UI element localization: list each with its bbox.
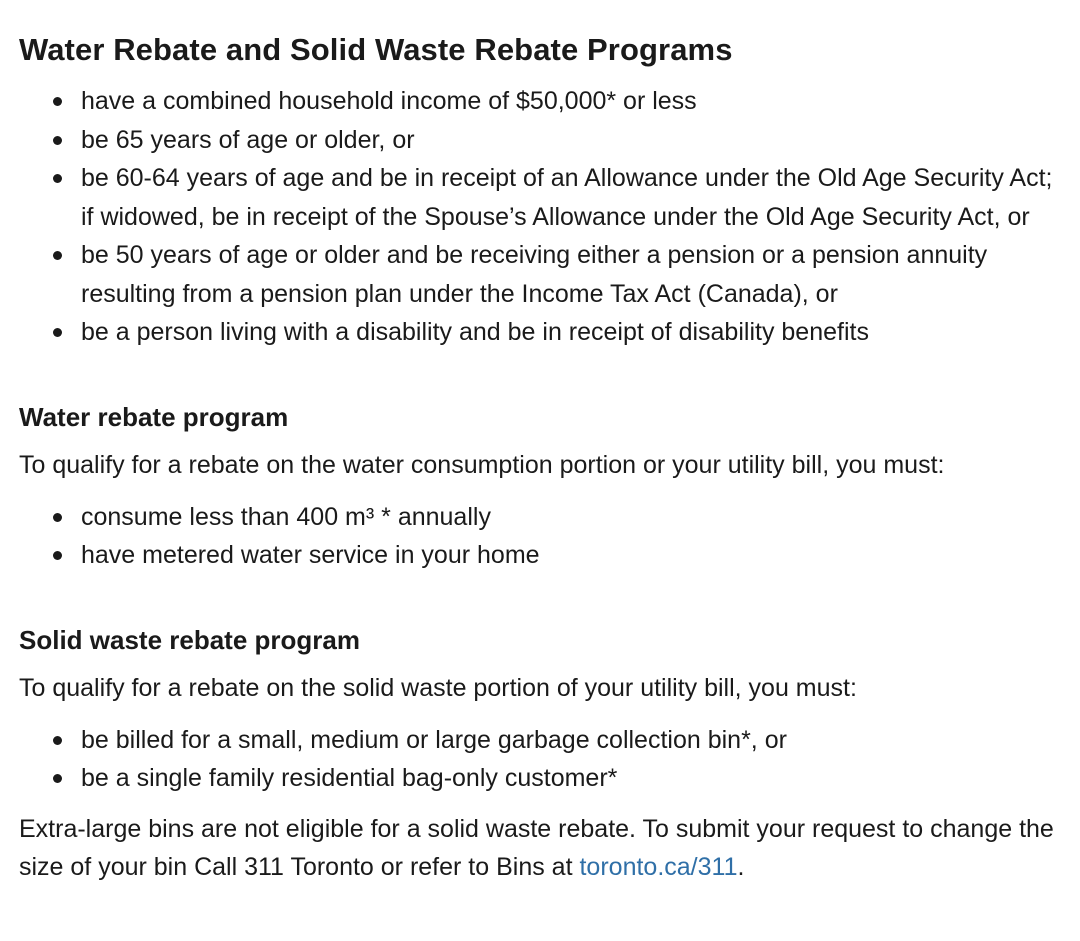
list-item: be a person living with a disability and be in receipt of disability benefits	[19, 313, 1061, 352]
water-rebate-heading: Water rebate program	[19, 401, 289, 432]
water-requirements-list	[19, 498, 1061, 575]
list-item: be a single family residential bag-only customer*	[19, 759, 1061, 798]
water-rebate-intro: To qualify for a rebate on the water consumption portion or your utility bill, you must:	[19, 450, 945, 479]
solid-waste-requirements-list	[19, 721, 1061, 798]
list-item: consume less than 400 m³ * annually	[19, 498, 1061, 537]
list-item: be 65 years of age or older, or	[19, 121, 1061, 160]
list-item: be 60-64 years of age and be in receipt of an Allowance under the Old Age Security Act; if widowed, be in receipt of the Spouse’s Allowance under the Old Age Security Act, or	[19, 159, 1061, 236]
list-item: be 50 years of age or older and be receiving either a pension or a pension annuity resulting from a pension plan under the Income Tax Act (Canada), or	[19, 236, 1061, 313]
list-item: have metered water service in your home	[19, 536, 1061, 575]
bin-size-note-end: .	[737, 852, 745, 881]
page-title: Water Rebate and Solid Waste Rebate Programs	[19, 32, 733, 67]
solid-waste-rebate-heading: Solid waste rebate program	[19, 624, 360, 655]
bin-size-note	[19, 810, 1061, 886]
solid-waste-rebate-intro: To qualify for a rebate on the solid waste portion of your utility bill, you must:	[19, 673, 857, 702]
list-item: be billed for a small, medium or large garbage collection bin*, or	[19, 721, 1061, 760]
eligibility-list	[19, 82, 1061, 352]
bin-size-note-text: Extra-large bins are not eligible for a solid waste rebate. To submit your request to change the size of your bin Call 311 Toronto or refer to Bins at	[19, 814, 1054, 881]
list-item: have a combined household income of $50,000* or less	[19, 82, 1061, 121]
toronto-311-link[interactable]: toronto.ca/311	[579, 852, 738, 881]
